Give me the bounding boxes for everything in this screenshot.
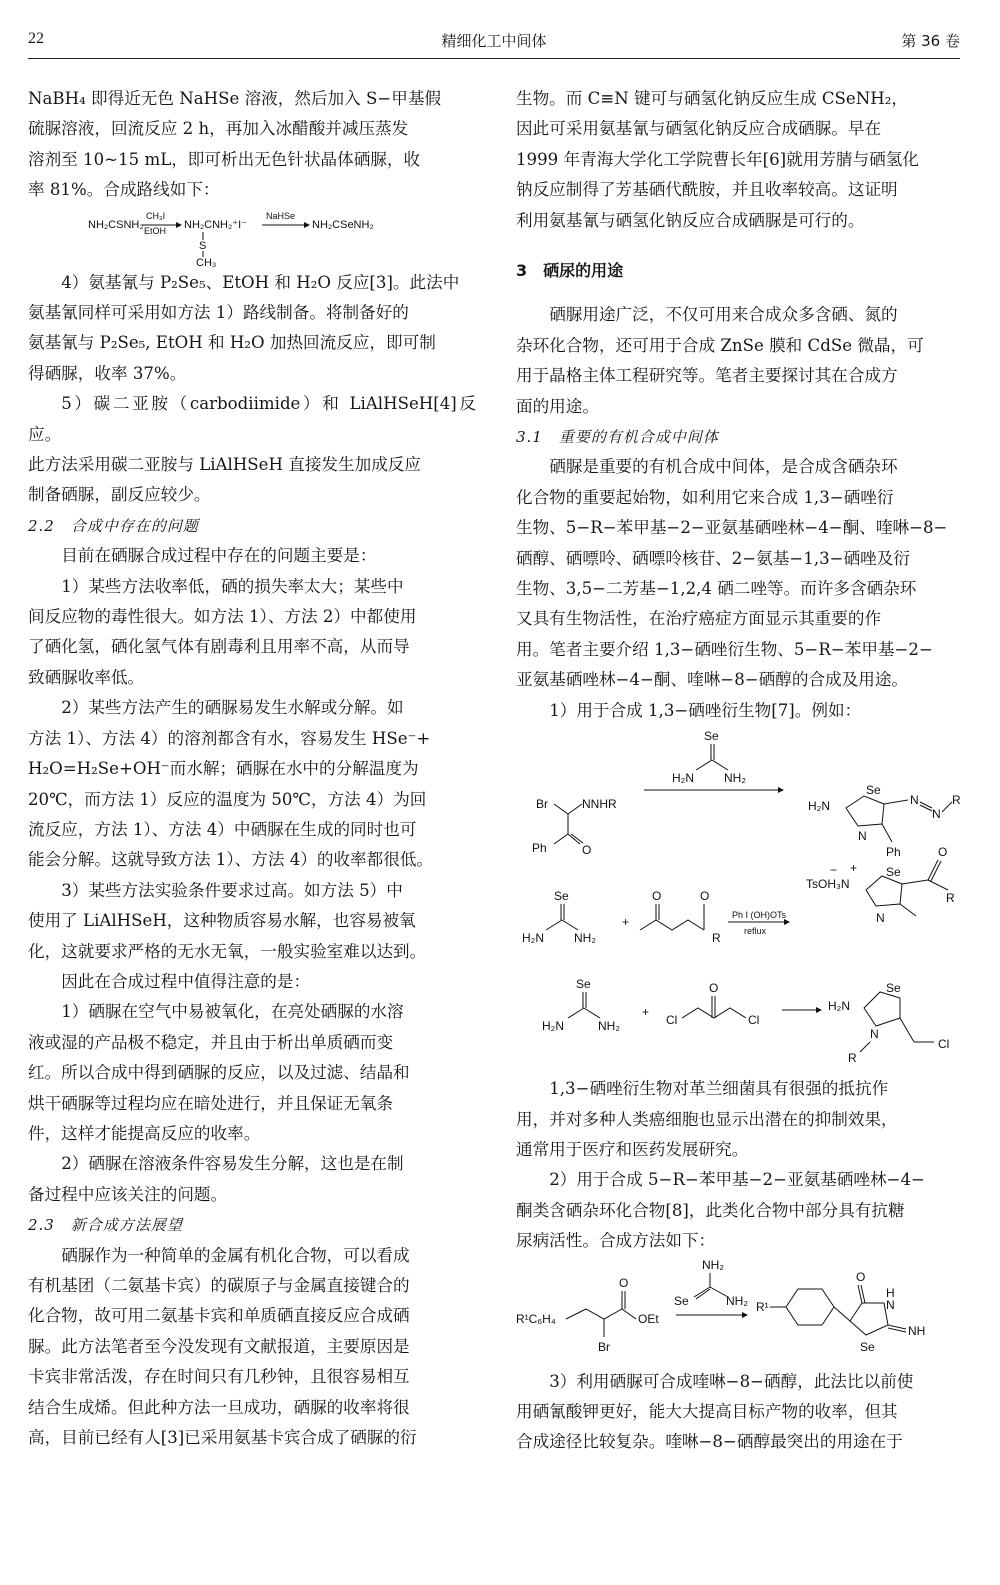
bromo-label: Br	[598, 1339, 610, 1354]
plus-sign: +	[622, 915, 630, 930]
header-rule	[28, 58, 960, 59]
page-header	[28, 30, 960, 60]
condition-label: reflux	[744, 926, 767, 937]
text-line: 用硒氰酸钾更好，能大大提高目标产物的收率，但其	[516, 1401, 898, 1421]
paragraph	[28, 1149, 476, 1210]
oxygen-label: O	[619, 1275, 629, 1290]
text-line: 尿病活性。合成方法如下：	[516, 1231, 716, 1251]
text-line: 硒脲是重要的有机合成中间体，是合成含硒杂环	[549, 457, 898, 477]
n-ring-label: N	[876, 911, 885, 926]
phenyl-label: Ph	[886, 845, 901, 860]
text-line: 3）利用硒脲可合成喹啉−8−硒醇，此法比以前使	[549, 1371, 914, 1391]
text-line: 液或湿的产品极不稳定，并且由于析出单质硒而变	[28, 1032, 394, 1052]
reagent-bottom: EtOH	[144, 225, 167, 236]
text-line: 氨基氰与 P₂Se₅, EtOH 和 H₂O 加热回流反应，即可制	[28, 333, 436, 353]
text-line: 3）某些方法实验条件要求过高。如方法 5）中	[61, 880, 403, 900]
amino-label: H₂N	[808, 799, 830, 814]
amino-label: H₂N	[542, 1019, 564, 1034]
text-line: 能会分解。这就导致方法 1）、方法 4）的收率都很低。	[28, 850, 434, 870]
se-label: Se	[576, 977, 591, 992]
text-line: 卡宾非常活泼，存在时间只有几秒钟，且很容易相互	[28, 1367, 410, 1387]
oxygen-label: O	[652, 889, 662, 904]
text-line: 脲。此方法笔者至今没发现有文献报道，主要原因是	[28, 1336, 410, 1356]
text-line: 1）硒脲在空气中易被氧化，在亮处硒脲的水溶	[61, 1002, 404, 1022]
text-line: 2）某些方法产生的硒脲易发生水解或分解。如	[61, 698, 404, 718]
text-line: 有机基团（二氨基卡宾）的碳原子与金属直接键合的	[28, 1276, 410, 1295]
r-label: R	[946, 891, 955, 906]
tosylate-label: TsOH₃N	[806, 877, 850, 892]
paragraph	[28, 572, 476, 694]
text-line: 硒脲作为一种简单的金属有机化合物，可以看成	[61, 1245, 410, 1265]
text-line: 制备硒脲，副反应较少。	[28, 485, 211, 505]
paragraph	[516, 1367, 964, 1458]
text-line: 亚氨基硒唑林−4−酮、喹啉−8−硒醇的合成及用途。	[516, 670, 909, 690]
product: NH₂CSeNH₂	[312, 218, 374, 231]
text-line: 备过程中应该关注的问题。	[28, 1184, 228, 1204]
text-line: 硒脲用途广泛，不仅可用来合成众多含硒、氮的	[549, 305, 898, 325]
imino-label: NH	[908, 1323, 926, 1338]
text-line: 5）碳二亚胺（carbodiimide）和 LiAlHSeH[4]反应。	[28, 394, 476, 444]
journal-title: 精细化工中间体	[441, 32, 547, 50]
paragraph	[28, 967, 476, 997]
section-heading-3-1: 3.1 重要的有机合成中间体	[516, 428, 719, 447]
se-label: Se	[554, 889, 569, 904]
text-line: 硫脲溶液，回流反应 2 h，再加入冰醋酸并减压蒸发	[28, 119, 409, 139]
minus-sign: −	[830, 863, 838, 878]
text-line: 化合物的重要起始物，如利用它来合成 1,3−硒唑衍	[516, 487, 894, 507]
amino-label: NH₂	[702, 1257, 724, 1272]
se-ring-label: Se	[886, 981, 901, 996]
n-ring-label: N	[858, 829, 867, 844]
paragraph	[28, 693, 476, 875]
volume-label: 第 36 卷	[901, 32, 960, 50]
amino-label: NH₂	[726, 1293, 748, 1308]
paragraph	[28, 997, 476, 1149]
aryl-label: R¹C₆H₄	[516, 1311, 556, 1326]
text-line: 20℃，而方法 1）反应的温度为 50℃，方法 4）为回	[28, 789, 427, 809]
n-label: N	[932, 807, 941, 822]
text-line: 致硒脲收率低。	[28, 667, 145, 687]
paragraph	[516, 452, 964, 695]
bromo-label: Br	[536, 797, 548, 812]
text-line: NaBH₄ 即得近无色 NaHSe 溶液，然后加入 S−甲基假	[28, 89, 442, 108]
text-line: 用，并对多种人类癌细胞也显示出潜在的抑制效果，	[516, 1109, 898, 1129]
paragraph	[28, 876, 476, 967]
text-line: 使用了 LiAlHSeH，这种物质容易水解，也容易被氧	[28, 911, 416, 931]
scheme-selenourea-synthesis	[28, 206, 476, 268]
text-line: 化，这就要求严格的无水无氧，一般实验室难以达到。	[28, 941, 427, 961]
n-label: N	[886, 1297, 895, 1312]
text-line: H₂O=H₂Se+OH⁻而水解；硒脲在水中的分解温度为	[28, 759, 419, 779]
text-line: 此方法采用碳二亚胺与 LiAlHSeH 直接发生加成反应	[28, 455, 421, 475]
text-line: 4）氨基氰与 P₂Se₅、EtOH 和 H₂O 反应[3]。此法中	[61, 272, 460, 292]
page-number: 22	[28, 30, 44, 47]
ethoxy-label: OEt	[638, 1311, 659, 1326]
text-line: 酮类含硒杂环化合物[8]，此类化合物中部分具有抗糖	[516, 1200, 905, 1220]
reagent-top: CH₃I	[146, 210, 166, 221]
paragraph	[516, 300, 964, 422]
chloro-label: Cl	[938, 1037, 950, 1052]
text-line: 红。所以合成中得到硒脲的反应，以及过滤、结晶和	[28, 1063, 410, 1083]
oxygen-label: O	[709, 981, 719, 996]
text-line: 杂环化合物，还可用于合成 ZnSe 膜和 CdSe 微晶，可	[516, 335, 924, 355]
paragraph	[28, 268, 476, 390]
oxygen-label: O	[582, 843, 592, 858]
text-line: 得硒脲，收率 37%。	[28, 363, 187, 383]
text-line: 生物、5−R−苯甲基−2−亚氨基硒唑林−4−酮、喹啉−8−	[516, 518, 948, 538]
reactant: NH₂CSNH₂	[88, 218, 144, 231]
text-line: 面的用途。	[516, 396, 599, 416]
text-line: 件，这样才能提高反应的收率。	[28, 1123, 261, 1143]
se-ring-label: Se	[886, 865, 901, 880]
oxygen-label: O	[700, 889, 710, 904]
text-line: 流反应，方法 1）、方法 4）中硒脲在生成的同时也可	[28, 819, 417, 839]
text-line: 结合生成烯。但此种方法一旦成功，硒脲的收率将很	[28, 1397, 410, 1417]
text-line: 2）硒脲在溶液条件容易发生分解，这也是在制	[61, 1154, 404, 1174]
r1-label: R¹	[756, 1299, 769, 1314]
text-line: 硒醇、硒嘌呤、硒嘌呤核苷、2−氨基−1,3−硒唑及衍	[516, 548, 910, 568]
amino-label: NH₂	[724, 771, 746, 786]
text-line: 方法 1）、方法 4）的溶剂都含有水，容易发生 HSe⁻+	[28, 728, 431, 748]
plus-sign: +	[850, 861, 858, 876]
r-label: R	[712, 931, 721, 946]
text-line: 了硒化氢，硒化氢气体有剧毒利且用率不高，从而导	[28, 637, 410, 657]
reagent-nahse: NaHSe	[266, 210, 296, 221]
amino-label: NH₂	[598, 1019, 620, 1034]
text-line: 间反应物的毒性很大。如方法 1）、方法 2）中都使用	[28, 607, 417, 627]
phenyl-label: Ph	[532, 841, 547, 856]
text-line: 用。笔者主要介绍 1,3−硒唑衍生物、5−R−苯甲基−2−	[516, 639, 933, 659]
paragraph	[28, 1241, 476, 1454]
paragraph	[516, 696, 964, 726]
paragraph	[516, 1165, 964, 1256]
text-line: 生物、3,5−二芳基−1,2,4 硒二唑等。而许多含硒杂环	[516, 579, 917, 599]
paragraph	[516, 1074, 964, 1165]
text-line: 通常用于医疗和医药发展研究。	[516, 1139, 749, 1159]
text-line: 利用氨基氰与硒氢化钠反应合成硒脲是可行的。	[516, 210, 865, 230]
intermediate: NH₂CNH₂⁺I⁻	[184, 218, 247, 231]
scheme-selenazole-syntheses	[516, 726, 964, 1074]
text-line: 1）用于合成 1,3−硒唑衍生物[7]。例如：	[549, 700, 862, 720]
se-ring-label: Se	[860, 1339, 875, 1354]
text-line: 高，目前已经有人[3]已采用氨基卡宾合成了硒脲的衍	[28, 1428, 417, 1448]
plus-sign: +	[642, 1005, 650, 1020]
oxygen-label: O	[938, 845, 948, 860]
amino-label: H₂N	[828, 999, 850, 1014]
text-line: 用于晶格主体工程研究等。笔者主要探讨其在合成方	[516, 366, 898, 386]
section-heading-2-2: 2.2 合成中存在的问题	[28, 516, 199, 535]
chloro-label: Cl	[666, 1013, 678, 1028]
nnhr-label: NNHR	[582, 797, 617, 812]
text-line: 目前在硒脲合成过程中存在的问题主要是：	[61, 546, 377, 566]
left-column	[28, 84, 476, 1453]
amino-label: H₂N	[672, 771, 694, 786]
sulfur-label: S	[199, 239, 207, 252]
reagent-label: Ph I (OH)OTs	[732, 910, 787, 921]
se-label: Se	[674, 1293, 689, 1308]
paragraph	[28, 389, 476, 511]
text-line: 钠反应制得了芳基硒代酰胺，并且收率较高。这证明	[516, 180, 898, 200]
scheme-selenazolinone-synthesis	[516, 1257, 964, 1367]
text-line: 化合物，故可用二氨基卡宾和单质硒直接反应合成硒	[28, 1306, 410, 1326]
text-line: 1,3−硒唑衍生物对革兰细菌具有很强的抵抗作	[549, 1079, 889, 1099]
methyl-label: CH₃	[196, 256, 217, 268]
n-ring-label: N	[870, 1027, 879, 1042]
text-line: 率 81%。合成路线如下：	[28, 180, 220, 200]
text-line: 生物。而 C≡N 键可与硒氢化钠反应生成 CSeNH₂，	[516, 89, 908, 108]
text-line: 1）某些方法收率低，硒的损失率太大；某些中	[61, 576, 404, 596]
amino-label: H₂N	[522, 931, 544, 946]
paragraph	[28, 541, 476, 571]
se-ring-label: Se	[866, 783, 881, 798]
r-label: R	[952, 793, 961, 808]
n-label: N	[910, 793, 919, 808]
paragraph	[516, 84, 964, 236]
chloro-label: Cl	[748, 1013, 760, 1028]
text-line: 合成途径比较复杂。喹啉−8−硒醇最突出的用途在于	[516, 1432, 903, 1452]
text-line: 2）用于合成 5−R−苯甲基−2−亚氨基硒唑林−4−	[549, 1170, 925, 1190]
section-heading-2-3: 2.3 新合成方法展望	[28, 1216, 183, 1235]
text-line: 溶剂至 10~15 mL，即可析出无色针状晶体硒脲，收	[28, 149, 421, 169]
text-line: 烘干硒脲等过程均应在暗处进行，并且保证无氧条	[28, 1093, 394, 1113]
amino-label: NH₂	[574, 931, 596, 946]
text-line: 1999 年青海大学化工学院曹长年[6]就用芳腈与硒氢化	[516, 149, 919, 169]
section-heading-3: 3 硒尿的用途	[516, 261, 624, 281]
text-line: 又具有生物活性，在治疗癌症方面显示其重要的作	[516, 609, 882, 629]
text-line: 因此可采用氨基氰与硒氢化钠反应合成硒脲。早在	[516, 119, 882, 139]
paragraph	[28, 84, 476, 206]
text-line: 氨基氰同样可采用如方法 1）路线制备。将制备好的	[28, 303, 409, 323]
se-label: Se	[704, 729, 719, 744]
r-label: R	[848, 1051, 857, 1066]
text-line: 因此在合成过程中值得注意的是：	[61, 971, 311, 991]
oxygen-label: O	[856, 1269, 866, 1284]
right-column	[516, 84, 964, 1458]
hydrogen-label: H	[886, 1285, 895, 1300]
